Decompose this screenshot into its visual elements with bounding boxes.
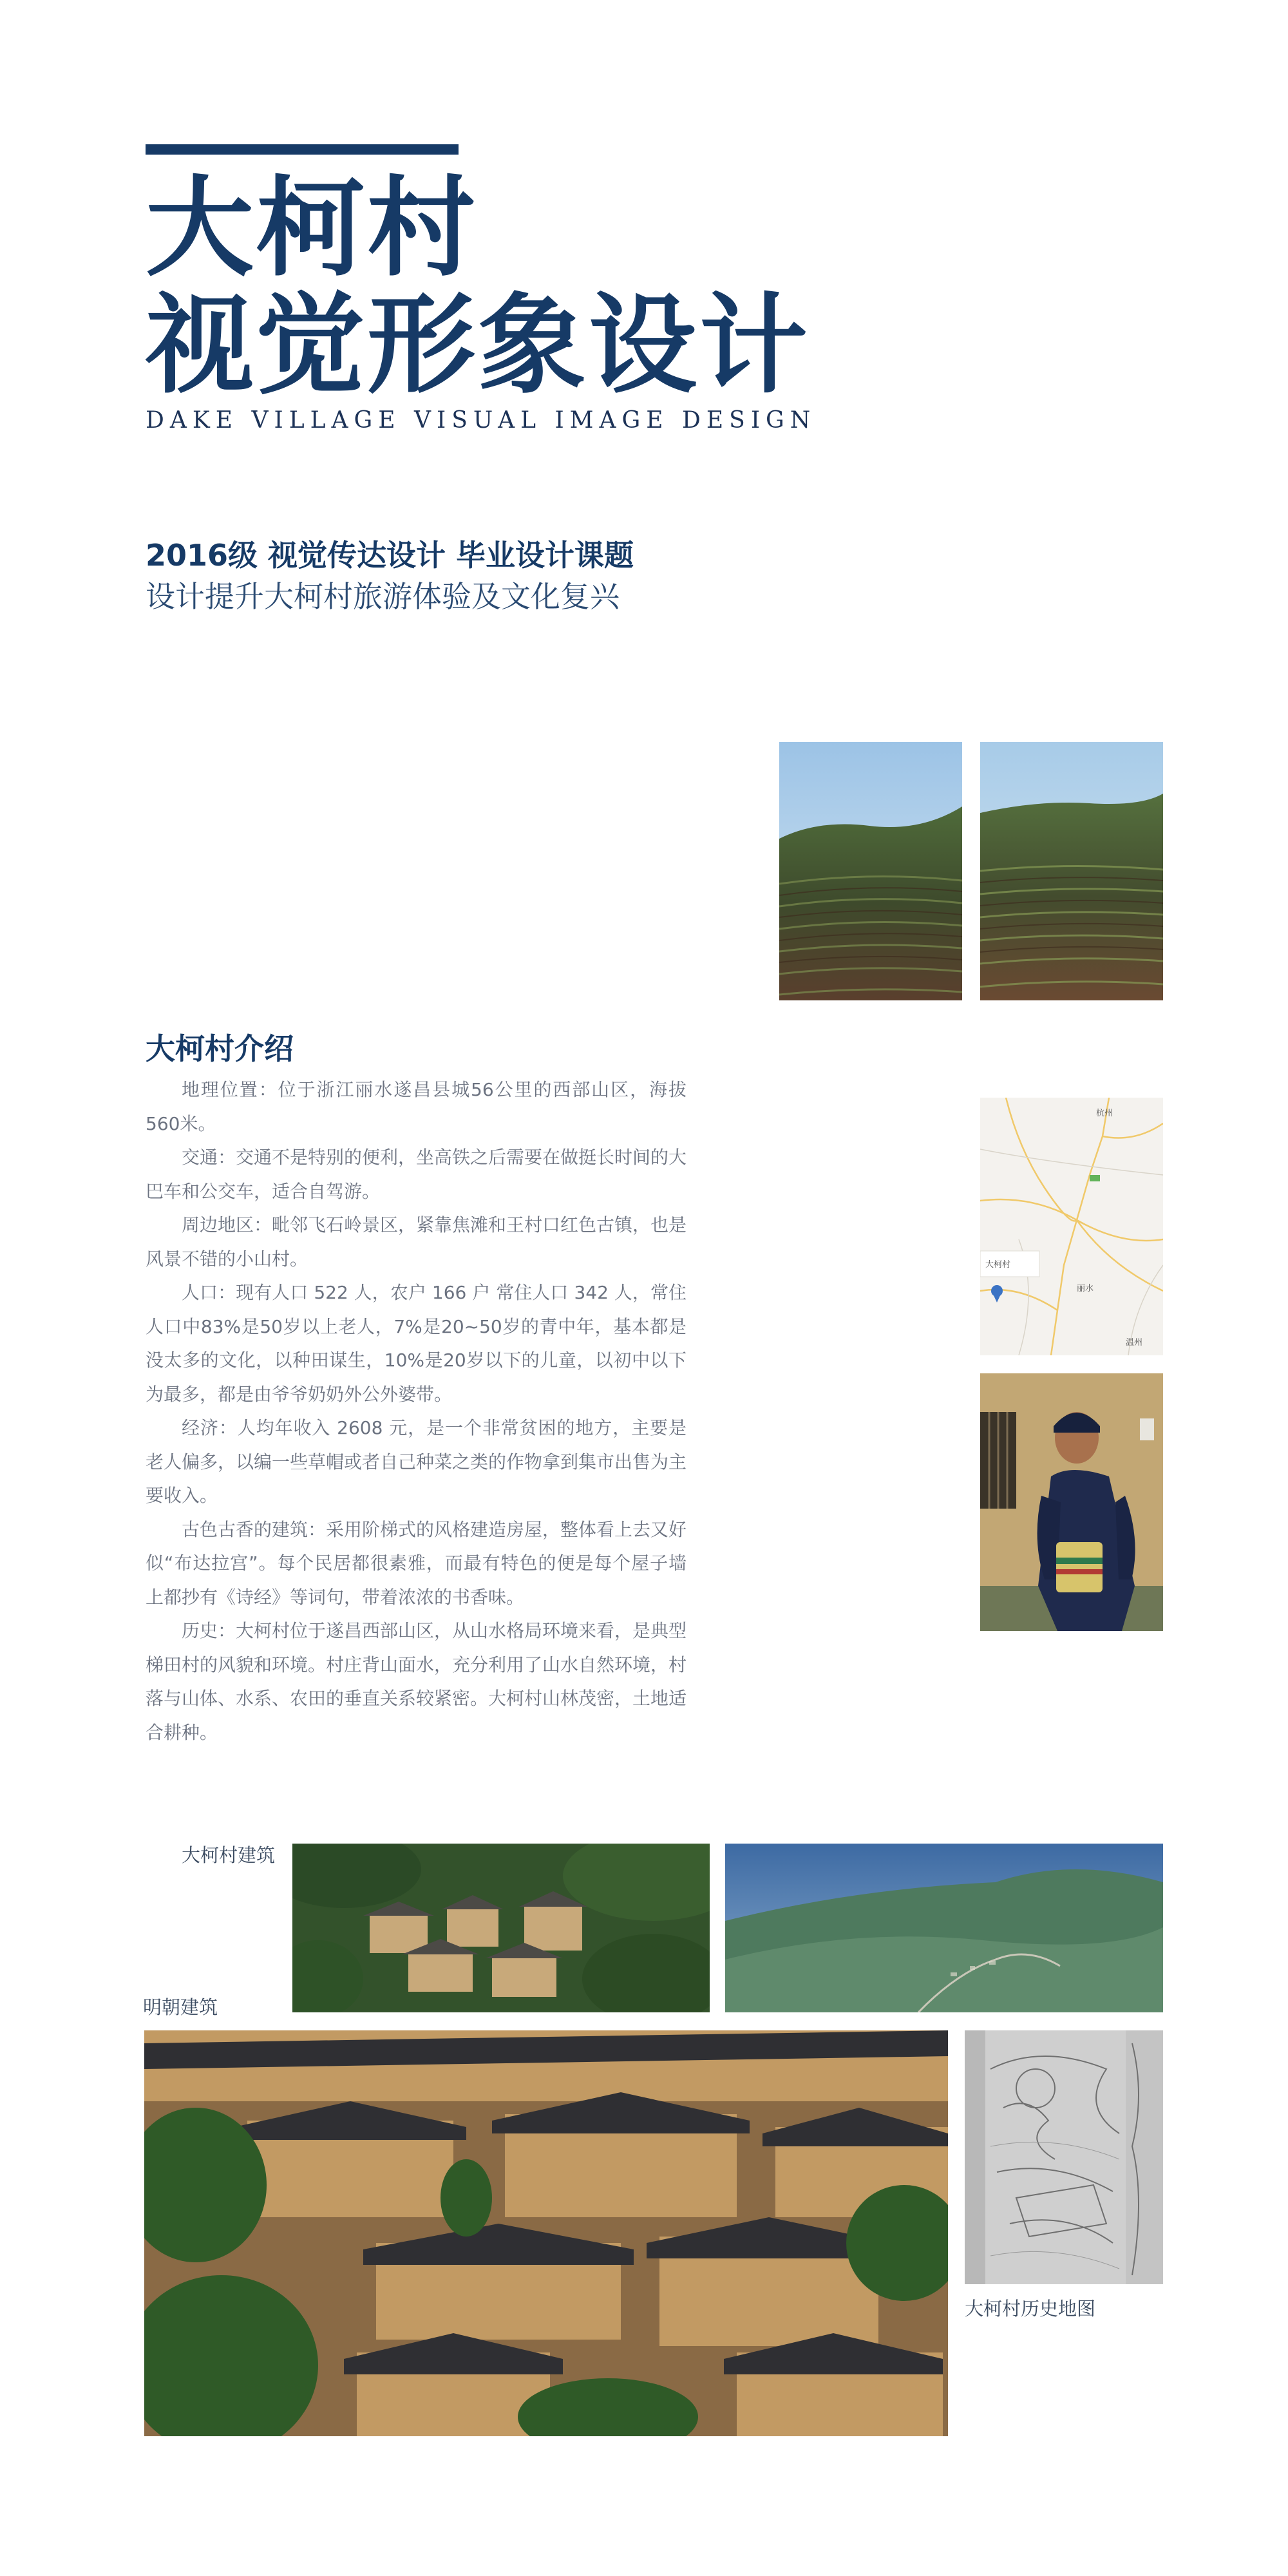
intro-paragraph-architecture: 古色古香的建筑：采用阶梯式的风格建造房屋，整体看上去又好似“布达拉宫”。每个民居都很素雅，而最有特色的便是每个屋子墙上都抄有《诗经》等词句，带着浓浓的书香味。 xyxy=(146,1518,687,1608)
ming-architecture-photo xyxy=(144,2030,948,2436)
historic-map-image xyxy=(965,2030,1163,2284)
caption-history-map: 大柯村历史地图 xyxy=(965,2298,1096,2320)
page-title-line1: 大柯村 xyxy=(146,165,478,291)
page-title-line2: 视觉形象设计 xyxy=(146,282,810,408)
intro-paragraph-population: 人口：现有人口 522 人，农户 166 户 常住人口 342 人，常住人口中83%是50岁以上老人，7%是20~50岁的青中年，基本都是没太多的文化，以种田谋生，10%是20岁以下的儿童，以初中以下为最多，都是由爷爷奶奶外公外婆带。 xyxy=(146,1282,687,1405)
terrace-photo-2 xyxy=(980,742,1163,1000)
terrace-photo-1 xyxy=(779,742,962,1000)
map-label-wenzhou: 温州 xyxy=(1126,1338,1143,1348)
intro-paragraph-transport: 交通：交通不是特别的便利，坐高铁之后需要在做挺长时间的大巴车和公交车，适合自驾游。 xyxy=(146,1147,687,1202)
caption-architecture: 大柯村建筑 xyxy=(182,1844,276,1866)
map-label-hangzhou: 杭州 xyxy=(1096,1109,1113,1118)
intro-paragraph-location: 地理位置：位于浙江丽水遂昌县城56公里的西部山区，海拔560米。 xyxy=(146,1079,687,1134)
satellite-terrain-image xyxy=(725,1844,1163,2012)
caption-ming: 明朝建筑 xyxy=(143,1996,218,2018)
map-label-lishui: 丽水 xyxy=(1077,1284,1094,1293)
villager-portrait-photo xyxy=(980,1373,1163,1631)
intro-heading: 大柯村介绍 xyxy=(146,1031,294,1066)
english-subtitle: DAKE VILLAGE VISUAL IMAGE DESIGN xyxy=(146,407,817,434)
village-architecture-photo xyxy=(292,1844,710,2012)
theme-line: 设计提升大柯村旅游体验及文化复兴 xyxy=(146,579,620,614)
map-label-dake: 大柯村 xyxy=(985,1260,1011,1270)
intro-paragraph-economy: 经济：人均年收入 2608 元，是一个非常贫困的地方，主要是老人偏多，以编一些草帽或者自己种菜之类的作物拿到集市出售为主要收入。 xyxy=(146,1417,687,1506)
course-line: 2016级 视觉传达设计 毕业设计课题 xyxy=(146,538,634,573)
title-accent-rule xyxy=(146,144,459,155)
intro-body xyxy=(146,1073,687,1750)
intro-paragraph-surroundings: 周边地区：毗邻飞石岭景区，紧靠焦滩和王村口红色古镇，也是风景不错的小山村。 xyxy=(146,1214,687,1270)
intro-paragraph-history: 历史：大柯村位于遂昌西部山区，从山水格局环境来看，是典型梯田村的风貌和环境。村庄背山面水，充分利用了山水自然环境，村落与山体、水系、农田的垂直关系较紧密。大柯村山林茂密，土地适合耕种。 xyxy=(146,1620,687,1743)
location-map xyxy=(980,1098,1163,1355)
